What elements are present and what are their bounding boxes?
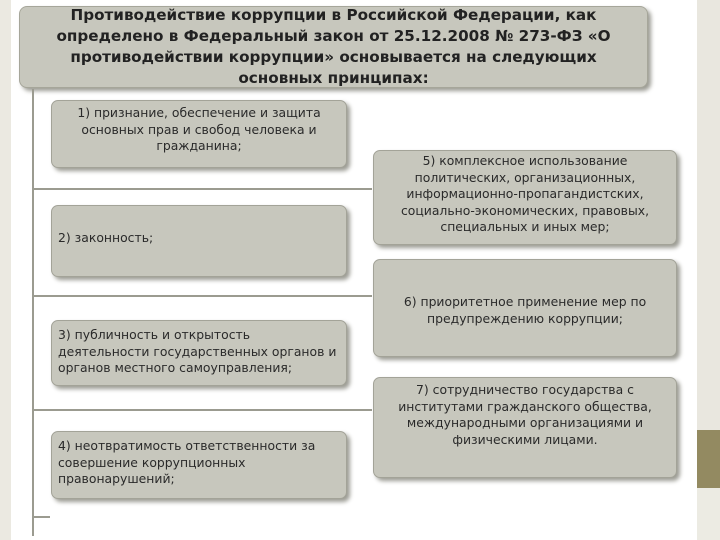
principle-4-box: 4) неотвратимость ответственности за совершение коррупционных правонарушений; [51, 431, 347, 499]
slide-accent-block [697, 430, 720, 488]
connector-branch-1 [32, 188, 372, 190]
slide-right-strip [697, 0, 720, 430]
principle-7-box: 7) сотрудничество государства с институтами гражданского общества, международными организациями и физическими лицами. [373, 377, 677, 478]
principle-3-box: 3) публичность и открытость деятельности государственных органов и органов местного самоуправления; [51, 320, 347, 386]
principle-2-box: 2) законность; [51, 205, 347, 277]
principle-5-box: 5) комплексное использование политических, организационных, информационно-пропагандистских, социально-экономических, правовых, специальных и иных мер; [373, 150, 677, 245]
slide-right-strip-bottom [697, 488, 720, 540]
slide-left-strip [0, 0, 11, 540]
connector-branch-3 [32, 409, 372, 411]
connector-branch-2 [32, 295, 372, 297]
diagram-title: Противодействие коррупции в Российской Федерации, как определено в Федеральный закон от 25.12.2008 № 273-ФЗ «О противодействии коррупции» основывается на следующих основных принципах: [19, 6, 648, 88]
connector-branch-4 [32, 516, 50, 518]
principle-6-box: 6) приоритетное применение мер по предупреждению коррупции; [373, 259, 677, 357]
principle-1-box: 1) признание, обеспечение и защита основных прав и свобод человека и гражданина; [51, 100, 347, 168]
connector-trunk [32, 89, 34, 536]
